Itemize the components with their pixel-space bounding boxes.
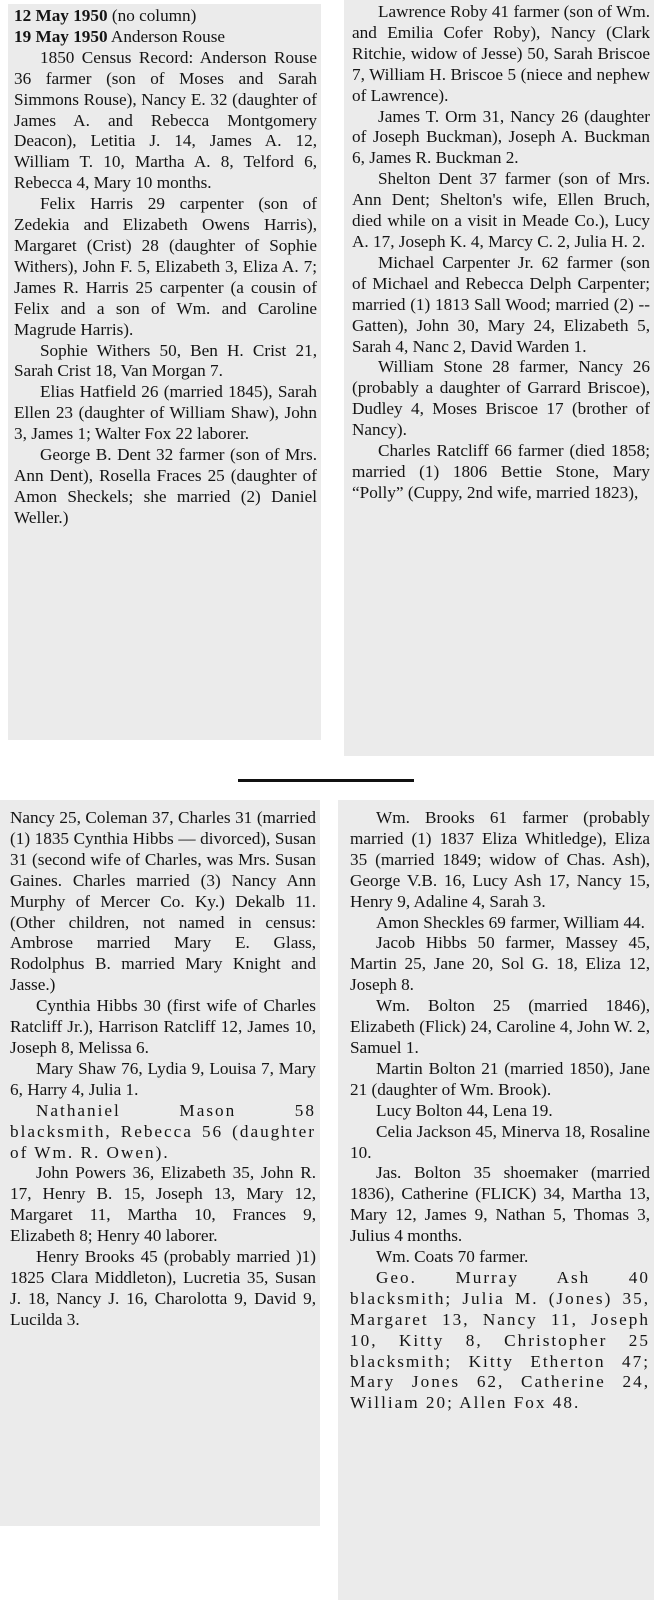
paragraph: Shelton Dent 37 farmer (son of Mrs. Ann Dent; Shelton's wife, Ellen Bruch, died while on a visit in Meade Co.), Lucy A. 17, Joseph K. 4, Marcy C. 2, Julia H. 2. bbox=[352, 169, 650, 251]
column-d-clipping bbox=[338, 800, 654, 1600]
paragraph: Lawrence Roby 41 farmer (son of Wm. and Emilia Cofer Roby), Nancy (Clark Ritchie, widow of Jesse) 50, Sarah Briscoe 7, William H. Briscoe 5 (niece and nephew of Lawrence). bbox=[352, 2, 650, 105]
dateline-12-may bbox=[14, 6, 317, 27]
dateline-19-may bbox=[14, 27, 317, 48]
dateline-name: Anderson Rouse bbox=[107, 26, 226, 46]
paragraph: Wm. Brooks 61 farmer (probably married (1) 1837 Eliza Whitledge), Eliza 35 (married 1849; widow of Chas. Ash), George V.B. 16, Lucy Ash 17, Nancy 15, Henry 9, Adaline 4, Sarah 3. bbox=[350, 808, 650, 911]
paragraph: Wm. Bolton 25 (married 1846), Elizabeth (Flick) 24, Caroline 4, John W. 2, Samuel 1. bbox=[350, 996, 650, 1057]
paragraph: Michael Carpenter Jr. 62 farmer (son of Michael and Rebecca Delph Carpenter; married (1) 1813 Sall Wood; married (2) -- Gatten), John 30, Mary 24, Elizabeth 5, Sarah 4, Nanc 2, David Warden 1. bbox=[352, 252, 650, 356]
paragraph: Elias Hatfield 26 (married 1845), Sarah Ellen 23 (daughter of William Shaw), John 3, James 1; Walter Fox 22 laborer. bbox=[14, 382, 317, 444]
paragraph: Charles Ratcliff 66 farmer (died 1858; married (1) 1806 Bettie Stone, Mary “Polly” (Cuppy, 2nd wife, married 1823), bbox=[352, 441, 650, 502]
paragraph: John Powers 36, Elizabeth 35, John R. 17, Henry B. 15, Joseph 13, Mary 12, Margaret 11, Martha 10, Frances 9, Elizabeth 8; Henry 40 laborer. bbox=[10, 1163, 316, 1246]
paragraph: George B. Dent 32 farmer (son of Mrs. Ann Dent), Rosella Fraces 25 (daughter of Amon Sheckels; she married (2) Daniel Weller.) bbox=[14, 445, 317, 527]
paragraph: Jas. Bolton 35 shoemaker (married 1836), Catherine (FLICK) 34, Martha 13, Mary 12, James 9, Nathan 5, Thomas 3, Julius 4 months. bbox=[350, 1163, 650, 1246]
paragraph: Martin Bolton 21 (married 1850), Jane 21 (daughter of Wm. Brook). bbox=[350, 1058, 650, 1099]
paragraph: Nancy 25, Coleman 37, Charles 31 (married (1) 1835 Cynthia Hibbs — divorced), Susan 31 (second wife of Charles, was Mrs. Susan Gaines. Charles married (3) Nancy Ann Murphy of Mercer Co. Ky.) Dekalb 11. (Other children, not named in census: Ambrose married Mary E. Glass, Rodolphus B. married Mary Knight and Jasse.) bbox=[10, 808, 316, 995]
paragraph: Amon Sheckles 69 farmer, William 44. bbox=[376, 912, 645, 932]
paragraph: Jacob Hibbs 50 farmer, Massey 45, Martin 25, Jane 20, Sol G. 18, Eliza 12, Joseph 8. bbox=[350, 933, 650, 995]
column-a-clipping bbox=[8, 4, 321, 740]
paragraph: Sophie Withers 50, Ben H. Crist 21, Sarah Crist 18, Van Morgan 7. bbox=[14, 340, 317, 381]
paragraph: Cynthia Hibbs 30 (first wife of Charles Ratcliff Jr.), Harrison Ratcliff 12, James 10, Joseph 8, Melissa 6. bbox=[10, 996, 316, 1057]
paragraph: Felix Harris 29 carpenter (son of Zedekia and Elizabeth Owens Harris), Margaret (Crist) 28 (daughter of Sophie Withers), John F. 5, Elizabeth 3, Eliza A. 7; James R. Harris 25 carpenter (a cousin of Felix and a son of Wm. and Caroline Magrude Harris). bbox=[14, 194, 317, 339]
paragraph: Celia Jackson 45, Minerva 18, Rosaline 10. bbox=[350, 1121, 650, 1162]
dateline-note: (no column) bbox=[107, 6, 197, 25]
paragraph: Wm. Coats 70 farmer. bbox=[376, 1247, 529, 1267]
paragraph: Geo. Murray Ash 40 blacksmith; Julia M. (Jones) 35, Margaret 13, Nancy 11, Joseph 10, Kitty 8, Christopher 25 blacksmith; Kitty Etherton 47; Mary Jones 62, Catherine 24, William 20; Allen Fox 48. bbox=[350, 1267, 650, 1413]
paragraph: Nathaniel Mason 58 blacksmith, Rebecca 56 (daughter of Wm. R. Owen). bbox=[10, 1100, 316, 1162]
dateline-date: 19 May 1950 bbox=[14, 26, 108, 46]
paragraph: Lucy Bolton 44, Lena 19. bbox=[376, 1100, 553, 1120]
paragraph: 1850 Census Record: Anderson Rouse 36 farmer (son of Moses and Sarah Simmons Rouse), Nancy E. 32 (daughter of James A. and Rebecca Montgomery Deacon), Letitia J. 14, James A. 12, William T. 10, Martha A. 8, Telford 6, Rebecca 4, Mary 10 months. bbox=[14, 47, 317, 193]
column-b-clipping bbox=[344, 0, 654, 756]
column-c-clipping bbox=[0, 800, 320, 1526]
section-divider bbox=[238, 779, 414, 782]
paragraph: James T. Orm 31, Nancy 26 (daughter of Joseph Buckman), Joseph A. Buckman 6, James R. Buckman 2. bbox=[352, 106, 650, 168]
paragraph: William Stone 28 farmer, Nancy 26 (probably a daughter of Garrard Briscoe), Dudley 4, Moses Briscoe 17 (brother of Nancy). bbox=[352, 357, 650, 440]
paragraph: Mary Shaw 76, Lydia 9, Louisa 7, Mary 6, Harry 4, Julia 1. bbox=[10, 1058, 316, 1099]
paragraph: Henry Brooks 45 (probably married )1) 1825 Clara Middleton), Lucretia 35, Susan J. 18, Nancy J. 16, Charolotta 9, David 9, Lucilda 3. bbox=[10, 1247, 316, 1329]
dateline-date: 12 May 1950 bbox=[14, 6, 108, 25]
